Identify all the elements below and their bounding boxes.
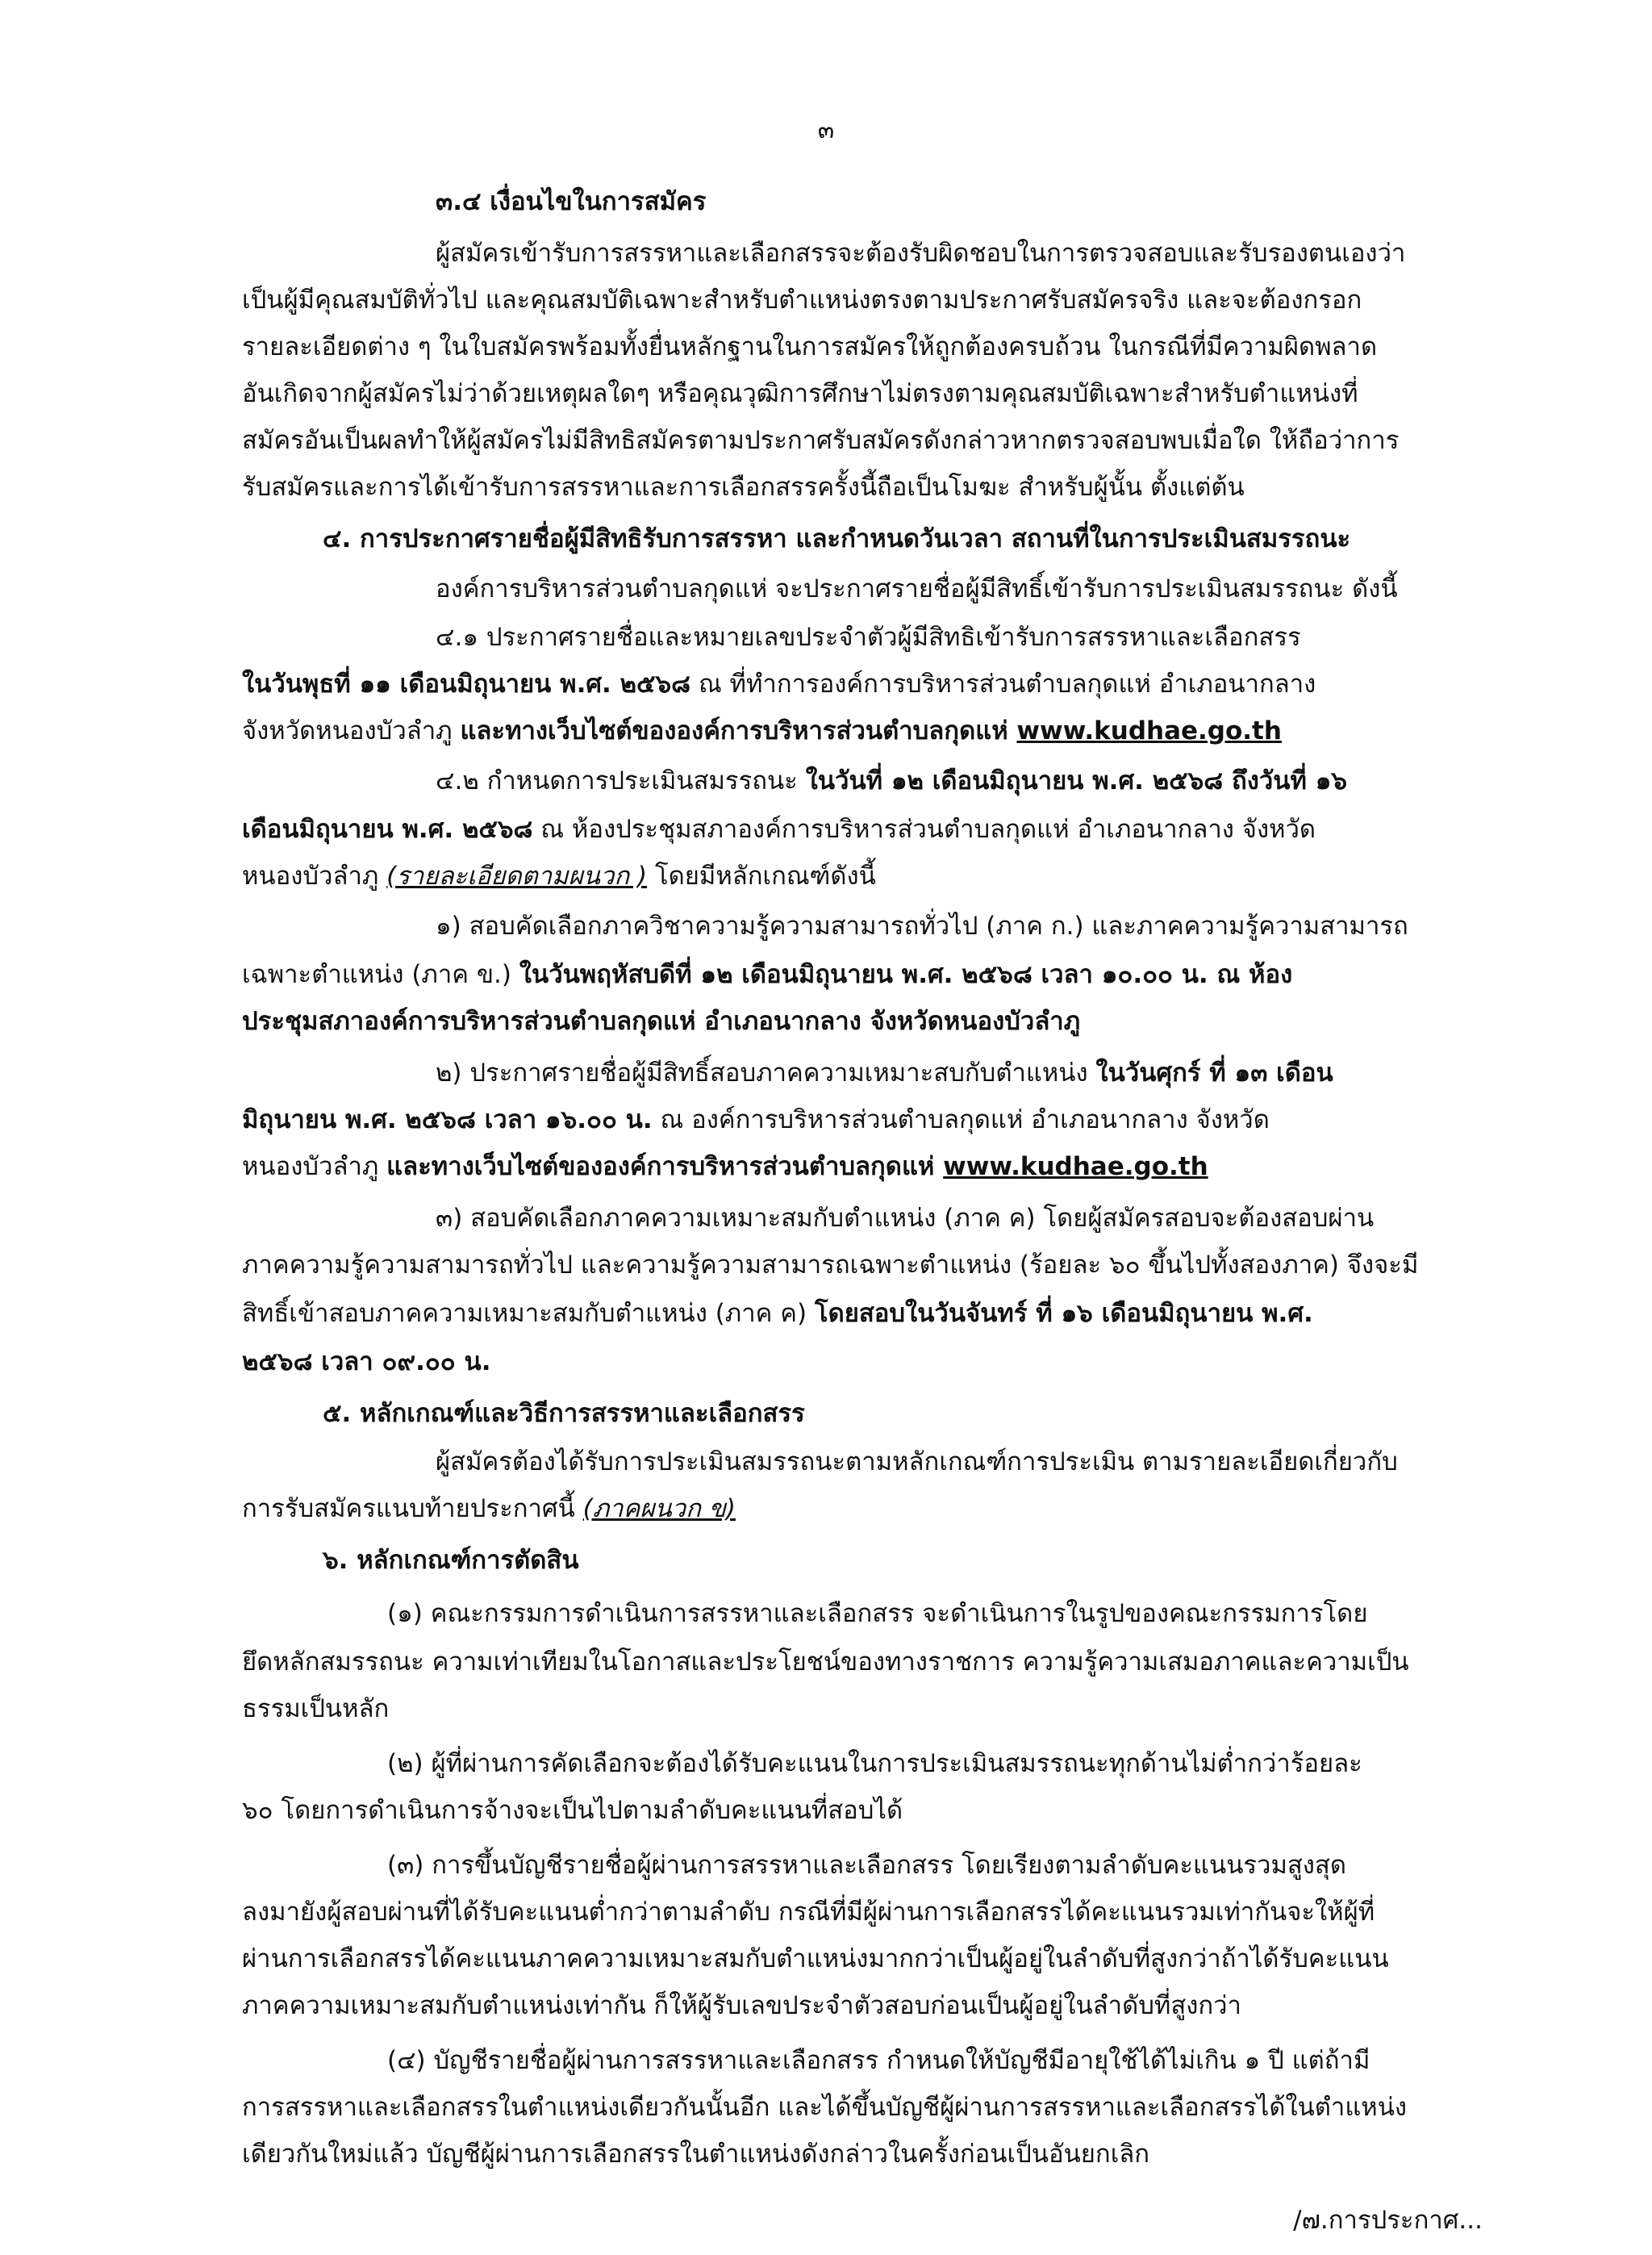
next-page-marker: /๗.การประกาศ... xyxy=(1293,2206,1483,2235)
section-4-2-line xyxy=(436,763,1347,799)
item-3-line: ภาคความรู้ความสามารถทั่วไป และความรู้ความสามารถเฉพาะตำแหน่ง (ร้อยละ ๖๐ ขึ้นไปทั้งสองภาค) จึงจะมี xyxy=(242,1251,1419,1280)
criterion-1-line: ยึดหลักสมรรถนะ ความเท่าเทียมในโอกาสและประโยชน์ของทางราชการ ความรู้ความเสมอภาคและความเป็น xyxy=(242,1647,1409,1677)
item-2-line xyxy=(242,1102,1270,1138)
criterion-2-line: ๖๐ โดยการดำเนินการจ้างจะเป็นไปตามลำดับคะแนนที่สอบได้ xyxy=(242,1796,903,1825)
date-text: ในวันศุกร์ ที่ ๑๓ เดือน xyxy=(1095,1059,1333,1088)
province-text: หนองบัวลำภู xyxy=(242,862,387,891)
appendix-reference: (ภาคผนวก ข) xyxy=(582,1494,736,1523)
date-text: โดยสอบในวันจันทร์ ที่ ๑๖ เดือนมิถุนายน พ.ศ. xyxy=(814,1299,1313,1328)
item-1-line: ๑) สอบคัดเลือกภาควิชาความรู้ความสามารถทั่วไป (ภาค ก.) และภาคความรู้ความสามารถ xyxy=(436,912,1408,941)
item-3-line xyxy=(242,1296,1313,1331)
section-4-1-line: ๔.๑ ประกาศรายชื่อและหมายเลขประจำตัวผู้มีสิทธิเข้ารับการสรรหาและเลือกสรร xyxy=(436,623,1301,652)
criterion-1-line: (๑) คณะกรรมการดำเนินการสรรหาและเลือกสรร จะดำเนินการในรูปของคณะกรรมการโดย xyxy=(387,1599,1368,1628)
date-text: เดือนมิถุนายน พ.ศ. ๒๕๖๘ xyxy=(242,815,533,844)
section-4-heading: ๔. การประกาศรายชื่อผู้มีสิทธิรับการสรรหา และกำหนดวันเวลา สถานที่ในการประเมินสมรรถนะ xyxy=(323,524,1351,553)
location-text: ณ องค์การบริหารส่วนตำบลกุดแห่ อำเภอนากลาง จังหวัด xyxy=(652,1105,1270,1134)
website-note: และทางเว็บไซต์ขององค์การบริหารส่วนตำบลกุดแห่ xyxy=(460,716,1017,745)
section-4-1-line xyxy=(242,666,1316,702)
criterion-2-line: (๒) ผู้ที่ผ่านการคัดเลือกจะต้องได้รับคะแนนในการประเมินสมรรถนะทุกด้านไม่ต่ำกว่าร้อยละ xyxy=(387,1749,1362,1778)
criterion-3-line: (๓) การขึ้นบัญชีรายชื่อผู้ผ่านการสรรหาและเลือกสรร โดยเรียงตามลำดับคะแนนรวมสูงสุด xyxy=(387,1851,1346,1880)
paragraph-line: ผู้สมัครเข้ารับการสรรหาและเลือกสรรจะต้องรับผิดชอบในการตรวจสอบและรับรองตนเองว่า xyxy=(436,239,1406,268)
item-1-text: เฉพาะตำแหน่ง (ภาค ข.) xyxy=(242,960,519,989)
criterion-4-line: (๔) บัญชีรายชื่อผู้ผ่านการสรรหาและเลือกสรร กำหนดให้บัญชีมีอายุใช้ได้ไม่เกิน ๑ ปี แต่ถ้ามี xyxy=(387,2046,1370,2075)
section-5-heading: ๕. หลักเกณฑ์และวิธีการสรรหาและเลือกสรร xyxy=(323,1399,805,1428)
website-link[interactable]: www.kudhae.go.th xyxy=(943,1152,1208,1181)
date-text: ในวันพฤหัสบดีที่ ๑๒ เดือนมิถุนายน พ.ศ. ๒๕๖๘ เวลา ๑๐.๐๐ น. ณ ห้อง xyxy=(519,960,1293,989)
criterion-3-line: ผ่านการเลือกสรรได้คะแนนภาคความเหมาะสมกับตำแหน่งมากกว่าเป็นผู้อยู่ในลำดับที่สูงกว่าถ้าได้รับคะแนน xyxy=(242,1944,1389,1973)
item-3-line: ๒๕๖๘ เวลา ๐๙.๐๐ น. xyxy=(242,1347,491,1376)
criterion-3-line: ลงมายังผู้สอบผ่านที่ได้รับคะแนนต่ำกว่าตามลำดับ กรณีที่มีผู้ผ่านการเลือกสรรได้คะแนนรวมเท่ากันจะให้ผู้ที่ xyxy=(242,1898,1375,1927)
province-text: หนองบัวลำภู xyxy=(242,1152,387,1181)
criterion-3-line: ภาคความเหมาะสมกับตำแหน่งเท่ากัน ก็ให้ผู้รับเลขประจำตัวสอบก่อนเป็นผู้อยู่ในลำดับที่สูงกว่า xyxy=(242,1991,1241,2020)
date-text: ในวันที่ ๑๒ เดือนมิถุนายน พ.ศ. ๒๕๖๘ ถึงวันที่ ๑๖ xyxy=(805,766,1348,796)
item-3-line: ๓) สอบคัดเลือกภาคความเหมาะสมกับตำแหน่ง (ภาค ค) โดยผู้สมัครสอบจะต้องสอบผ่าน xyxy=(436,1204,1375,1233)
section-4-intro: องค์การบริหารส่วนตำบลกุดแห่ จะประกาศรายชื่อผู้มีสิทธิ์เข้ารับการประเมินสมรรถนะ ดังนี้ xyxy=(436,574,1398,603)
item-2-line xyxy=(242,1149,1208,1184)
section-5-text: การรับสมัครแนบท้ายประกาศนี้ xyxy=(242,1494,583,1523)
website-note: และทางเว็บไซต์ขององค์การบริหารส่วนตำบลกุดแห่ xyxy=(386,1152,944,1181)
item-1-line: ประชุมสภาองค์การบริหารส่วนตำบลกุดแห่ อำเภอนากลาง จังหวัดหนองบัวลำภู xyxy=(242,1007,1081,1036)
item-2-line xyxy=(436,1055,1333,1091)
section-5-line: ผู้สมัครต้องได้รับการประเมินสมรรถนะตามหลักเกณฑ์การประเมิน ตามรายละเอียดเกี่ยวกับ xyxy=(436,1447,1398,1476)
item-1-line xyxy=(242,957,1292,992)
paragraph-line: รับสมัครและการได้เข้ารับการสรรหาและการเลือกสรรครั้งนี้ถือเป็นโมฆะ สำหรับผู้นั้น ตั้งแต่ต้น xyxy=(242,473,1245,502)
location-text: ณ ห้องประชุมสภาองค์การบริหารส่วนตำบลกุดแห่ อำเภอนากลาง จังหวัด xyxy=(532,815,1316,844)
section-5-line xyxy=(242,1491,736,1526)
date-text: ในวันพุธที่ ๑๑ เดือนมิถุนายน พ.ศ. ๒๕๖๘ xyxy=(242,670,691,699)
section-4-1-line xyxy=(242,713,1282,749)
section-4-2-line xyxy=(242,812,1316,847)
item-2-text: ๒) ประกาศรายชื่อผู้มีสิทธิ์สอบภาคความเหมาะสบกับตำแหน่ง xyxy=(436,1059,1096,1088)
section-6-heading: ๖. หลักเกณฑ์การตัดสิน xyxy=(323,1546,579,1575)
section-4-2-line xyxy=(242,858,876,894)
assessment-label: ๔.๒ กำหนดการประเมินสมรรถนะ xyxy=(436,766,806,796)
paragraph-line: รายละเอียดต่าง ๆ ในใบสมัครพร้อมทั้งยื่นหลักฐานในการสมัครให้ถูกต้องครบถ้วน ในกรณีที่มีความผิดพลาด xyxy=(242,332,1378,361)
province-text: จังหวัดหนองบัวลำภู xyxy=(242,716,461,745)
criteria-intro: โดยมีหลักเกณฑ์ดังนี้ xyxy=(647,862,876,891)
date-text: มิถุนายน พ.ศ. ๒๕๖๘ เวลา ๑๖.๐๐ น. xyxy=(242,1105,653,1134)
page-number: ๓ xyxy=(817,116,835,144)
paragraph-line: สมัครอันเป็นผลทำให้ผู้สมัครไม่มีสิทธิสมัครตามประกาศรับสมัครดังกล่าวหากตรวจสอบพบเมื่อใด ให้ถือว่าการ xyxy=(242,426,1400,455)
website-link[interactable]: www.kudhae.go.th xyxy=(1016,716,1282,745)
criterion-1-line: ธรรมเป็นหลัก xyxy=(242,1694,390,1723)
criterion-4-line: เดียวกันใหม่แล้ว บัญชีผู้ผ่านการเลือกสรรในตำแหน่งดังกล่าวในครั้งก่อนเป็นอันยกเลิก xyxy=(242,2140,1150,2169)
paragraph-line: อันเกิดจากผู้สมัครไม่ว่าด้วยเหตุผลใดๆ หรือคุณวุฒิการศึกษาไม่ตรงตามคุณสมบัติเฉพาะสำหรับตำแหน่งที่ xyxy=(242,379,1358,408)
item-3-text: สิทธิ์เข้าสอบภาคความเหมาะสมกับตำแหน่ง (ภาค ค) xyxy=(242,1299,815,1328)
paragraph-line: เป็นผู้มีคุณสมบัติทั่วไป และคุณสมบัติเฉพาะสำหรับตำแหน่งตรงตามประกาศรับสมัครจริง และจะต้องกรอก xyxy=(242,286,1362,315)
section-3-4-heading: ๓.๔ เงื่อนไขในการสมัคร xyxy=(436,187,707,216)
location-text: ณ ที่ทำการองค์การบริหารส่วนตำบลกุดแห่ อำเภอนากลาง xyxy=(690,670,1316,699)
appendix-reference: (รายละเอียดตามผนวก ) xyxy=(386,862,648,891)
criterion-4-line: การสรรหาและเลือกสรรในตำแหน่งเดียวกันนั้นอีก และได้ขึ้นบัญชีผู้ผ่านการสรรหาและเลือกสรรได้ในตำแหน่ง xyxy=(242,2093,1408,2122)
